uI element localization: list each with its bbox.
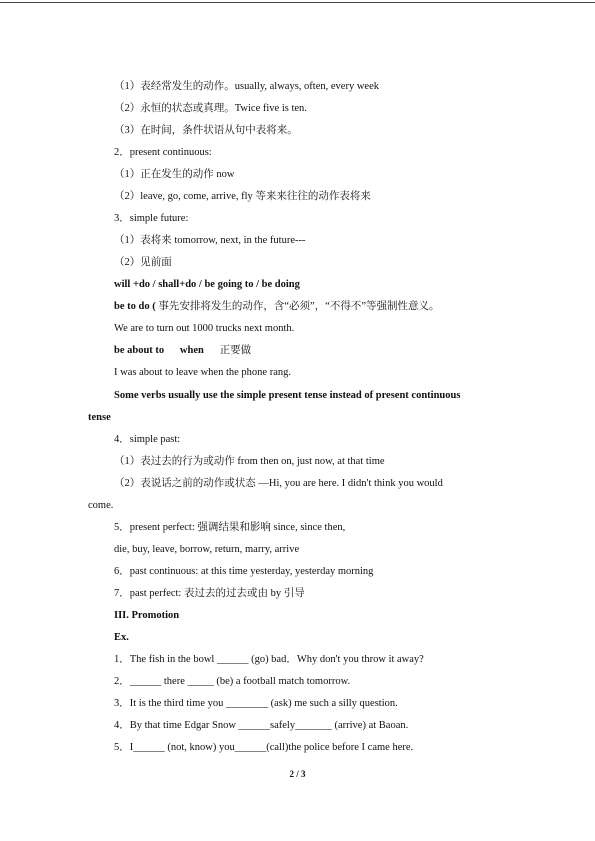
bold-line: Some verbs usually use the simple present tense instead of present continuous [114,390,461,401]
exercise-item: 4．By that time Edgar Snow ______safely_______ (arrive) at Baoan. [114,720,409,731]
exercise-item: 1．The fish in the bowl ______ (go) bad．Why don't you throw it away? [114,654,424,665]
section-heading: 5．present perfect: 强调结果和影响 since, since then, [114,522,346,533]
text-line [114,344,251,358]
text-rest: 事先安排将发生的动作，含“必须”，“不得不”等强制性意义。 [155,301,440,312]
text-line: （1）表过去的行为或动作 from then on, just now, at that time [114,456,385,467]
exercise-item: 5．I______ (not, know) you______(call)the police before I came here. [114,742,414,753]
text-line: （1）表经常发生的动作。usually, always, often, every week [114,81,379,92]
text-line: （2）leave, go, come, arrive, fly 等来来往往的动作表将来 [114,191,371,202]
example-sentence: I was about to leave when the phone rang. [114,367,291,378]
bold-line: tense [88,412,111,423]
section-heading: 3．simple future: [114,213,189,224]
example-sentence: We are to turn out 1000 trucks next month. [114,323,295,334]
part-heading: III. Promotion [114,610,180,621]
page-number: 2 / 3 [289,769,306,779]
section-heading: 2．present continuous: [114,147,212,158]
text-line: （2）表说话之前的动作或状态 —Hi, you are here. I didn't think you would [114,478,443,489]
text-line: come. [88,500,114,511]
bold-phrase: be about to when [114,345,204,356]
bold-line: will +do / shall+do / be going to / be doing [114,279,300,290]
text-rest: 正要做 [203,345,252,356]
text-line [114,300,439,314]
text-line: （1）正在发生的动作 now [114,169,235,180]
text-line: （2）见前面 [114,257,172,268]
text-line: （1）表将来 tomorrow, next, in the future--- [114,235,306,246]
exercise-heading: Ex. [114,632,129,643]
text-line: （3）在时间，条件状语从句中表将来。 [114,125,298,136]
exercise-item: 3．It is the third time you ________ (ask) me such a silly question. [114,698,398,709]
section-heading: 4．simple past: [114,434,181,445]
section-heading: 7．past perfect: 表过去的过去或由 by 引导 [114,588,305,599]
text-line: die, buy, leave, borrow, return, marry, arrive [114,544,300,555]
section-heading: 6．past continuous: at this time yesterday, yesterday morning [114,566,374,577]
exercise-item: 2．______ there _____ (be) a football match tomorrow. [114,676,351,687]
bold-phrase: be to do ( [114,301,156,312]
text-line: （2）永恒的状态或真理。Twice five is ten. [114,103,307,114]
